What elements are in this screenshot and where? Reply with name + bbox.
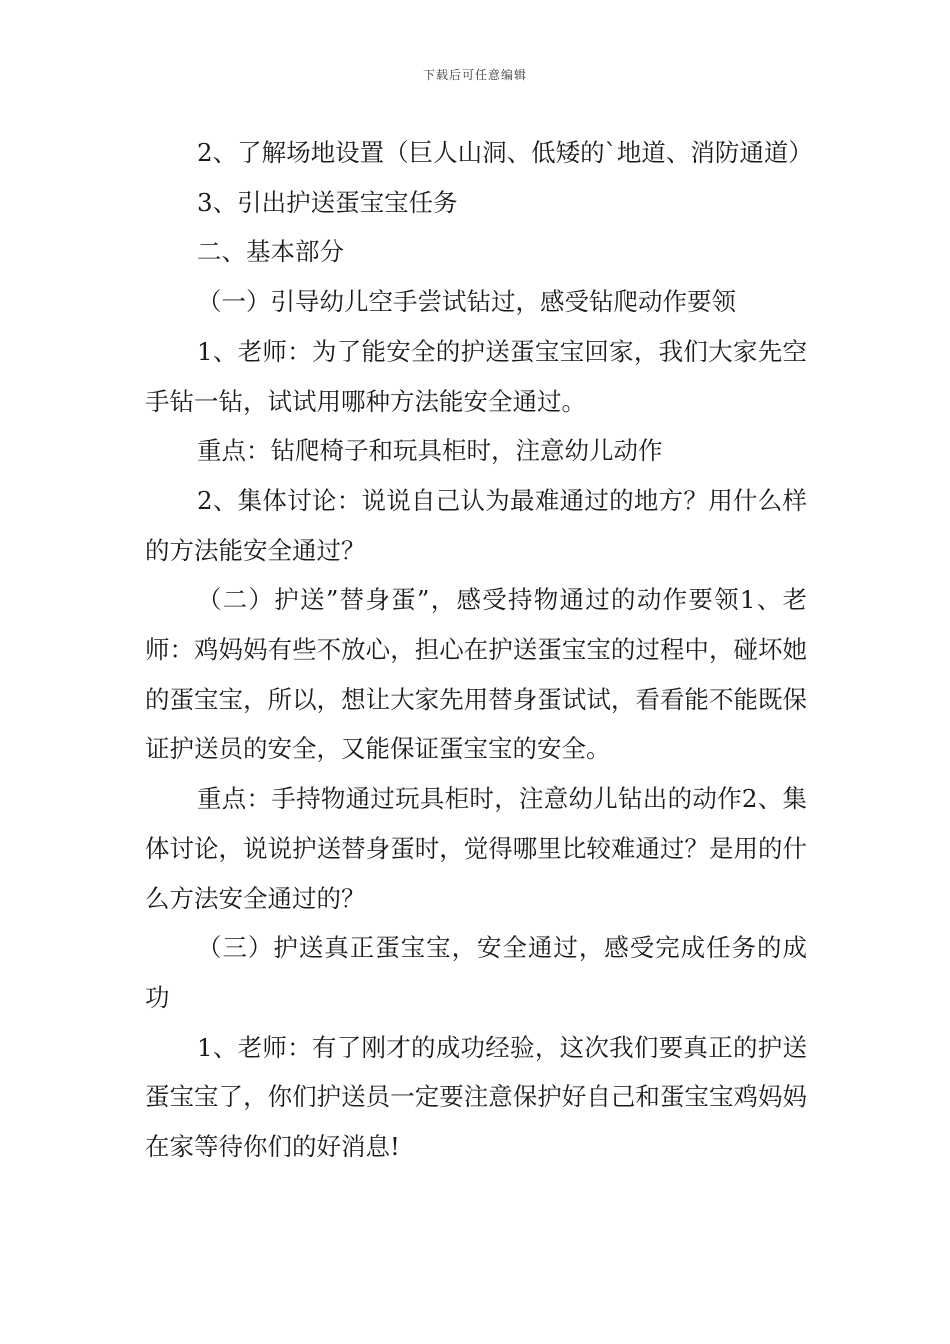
subsection-heading-2: （二）护送”替身蛋”，感受持物通过的动作要领1、老师：鸡妈妈有些不放心，担心在护送蛋宝宝的过程中，碰坏她的蛋宝宝，所以，想让大家先用替身蛋试试，看看能不能既保证护送员的安全，又能保证蛋宝宝的安全。 [145,585,807,764]
section-heading-basic-part: 二、基本部分 [197,237,344,267]
subsection-heading-1: （一）引导幼儿空手尝试钻过，感受钻爬动作要领 [197,287,736,317]
subsection-heading-3: （三）护送真正蛋宝宝，安全通过，感受完成任务的成功 [145,933,807,1012]
paragraph-task-intro: 3、引出护送蛋宝宝任务 [197,187,458,217]
paragraph-key-point-2: 重点：手持物通过玩具柜时，注意幼儿钻出的动作2、集体讨论，说说护送替身蛋时，觉得哪里比较难通过？是用的什么方法安全通过的？ [145,784,807,913]
paragraph-group-discussion-1: 2、集体讨论：说说自己认为最难通过的地方？用什么样的方法能安全通过？ [145,485,807,565]
page-header: 下载后可任意编辑 [422,68,527,82]
paragraph-teacher-empty-hand: 1、老师：为了能安全的护送蛋宝宝回家，我们大家先空手钻一钻，试试用哪种方法能安全通过。 [145,336,807,416]
paragraph-key-point-1: 重点：钻爬椅子和玩具柜时，注意幼儿动作 [197,436,663,466]
paragraph-teacher-real-egg: 1、老师：有了刚才的成功经验，这次我们要真正的护送蛋宝宝了，你们护送员一定要注意保护好自己和蛋宝宝鸡妈妈在家等待你们的好消息! [145,1032,807,1162]
document-body [145,128,813,1172]
paragraph-site-setup: 2、了解场地设置（巨人山洞、低矮的`地道、消防通道） [197,138,813,167]
